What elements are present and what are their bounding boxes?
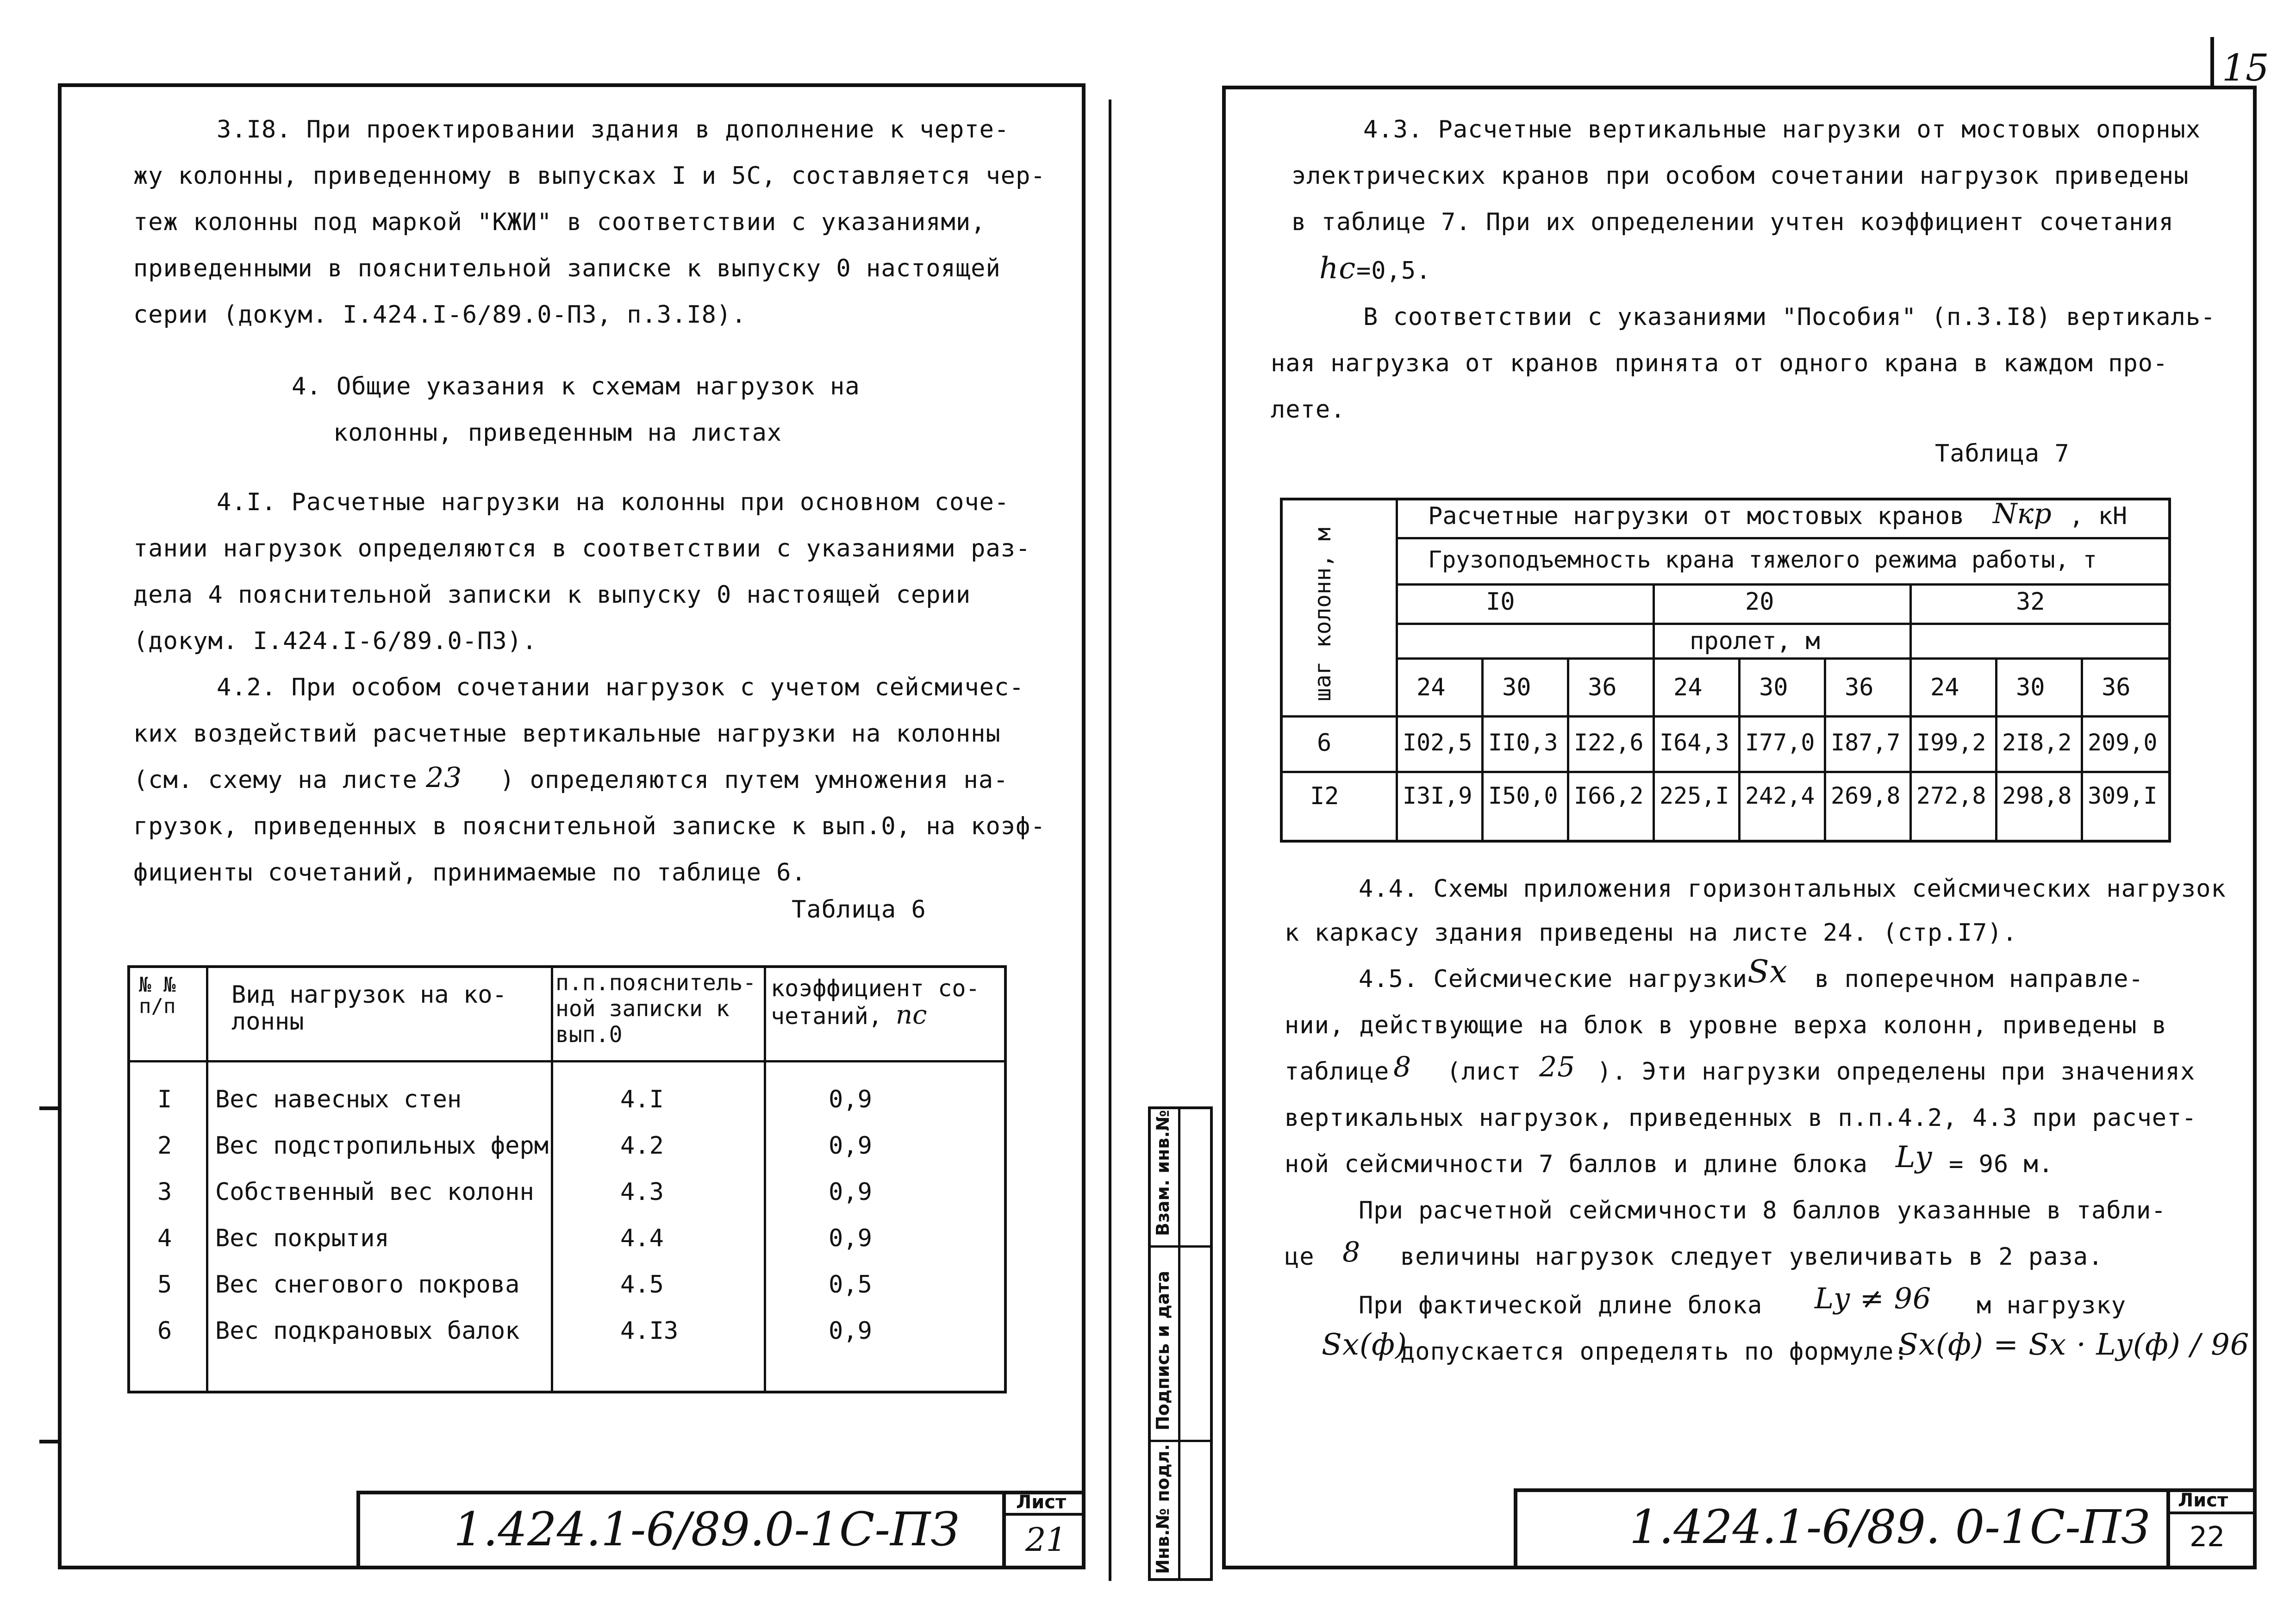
table7-capacity-title: Грузоподъемность крана тяжелого режима работы, т <box>1428 546 2097 573</box>
table6-header-clause: п.п.пояснитель- ной записки к вып.0 <box>555 970 756 1048</box>
side-stamp-signature-date: Подпись и дата <box>1153 1270 1173 1430</box>
table7-span: 36 <box>2102 674 2131 701</box>
right-sheet-number: 22 <box>2190 1521 2225 1553</box>
handwritten-ly-ne: Ly ≠ 96 <box>1815 1281 1932 1315</box>
left-sheet-label: Лист <box>1016 1492 1067 1513</box>
handwritten-ly: Ly <box>1896 1140 1933 1174</box>
corner-page-number: 15 <box>2222 46 2269 89</box>
margin-mark <box>39 1106 60 1110</box>
table7-span: 30 <box>1502 674 1531 701</box>
handwritten-sx: Sx <box>1747 954 1788 990</box>
table7-span: 30 <box>2016 674 2045 701</box>
table6-header-type: Вид нагрузок на ко- лонны <box>231 981 507 1036</box>
left-sheet-number: 21 <box>1025 1521 1067 1559</box>
coef-symbol-nc: nc <box>896 1000 927 1030</box>
table7-capacity: 20 <box>1745 588 1774 616</box>
handwritten-sheet-number: 23 <box>426 762 462 794</box>
table7-capacity: I0 <box>1486 588 1515 616</box>
table7-capacity: 32 <box>2016 588 2045 616</box>
handwritten-hc: hc <box>1319 251 1356 286</box>
table6-header-num: № № п/п <box>139 973 176 1018</box>
table7-span: 36 <box>1845 674 1874 701</box>
table7-span: 24 <box>1673 674 1703 701</box>
handwritten-formula: Sx(ф) = Sx · Ly(ф) / 96 <box>1898 1328 2250 1362</box>
table7-span-label: пролет, м <box>1690 627 1820 655</box>
right-sheet-label: Лист <box>2178 1490 2228 1511</box>
handwritten-table-number: 8 <box>1342 1236 1361 1268</box>
table7-span: 24 <box>1416 674 1446 701</box>
handwritten-table-number: 8 <box>1393 1051 1412 1083</box>
table7-caption: Таблица 7 <box>1935 440 2070 468</box>
side-stamp-replace-inv: Взам. инв.№ <box>1153 1110 1173 1236</box>
side-stamp-inv-number: Инв.№ подл. <box>1153 1444 1173 1574</box>
corner-rule <box>2210 37 2214 88</box>
table7-span: 36 <box>1588 674 1617 701</box>
left-document-code: 1.424.1-6/89.0-1С-ПЗ <box>454 1502 960 1556</box>
margin-mark <box>39 1440 60 1443</box>
handwritten-nkr: Nкр <box>1993 498 2052 530</box>
table7-title: Расчетные нагрузки от мостовых кранов <box>1428 502 1965 530</box>
table6-caption: Таблица 6 <box>792 896 926 924</box>
table7-span: 30 <box>1759 674 1788 701</box>
handwritten-sheet-number: 25 <box>1539 1051 1576 1083</box>
table7-span: 24 <box>1930 674 1959 701</box>
binding-line <box>1109 100 1111 1581</box>
right-document-code: 1.424.1-6/89. 0-1С-ПЗ <box>1629 1500 2150 1554</box>
table6-header-coef: коэффициент со- четаний, <box>771 975 980 1030</box>
handwritten-sx-f: Sx(ф) <box>1322 1328 1407 1362</box>
table7-row-header: шаг колонн, м <box>1310 527 1336 701</box>
